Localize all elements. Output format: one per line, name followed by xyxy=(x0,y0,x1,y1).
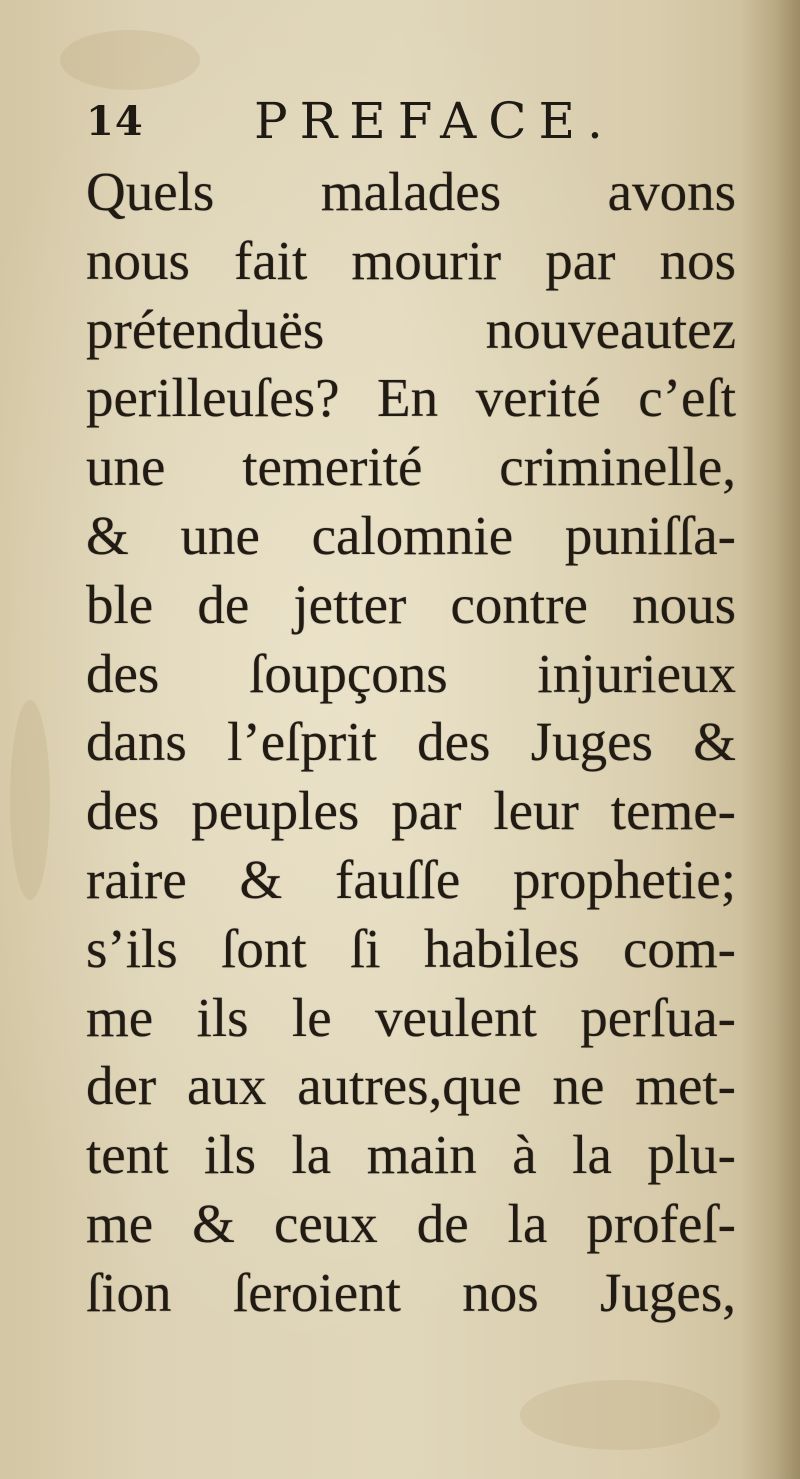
binding-gutter-shadow xyxy=(740,0,800,1479)
text-line: perilleuſes? En verité c’eſt xyxy=(86,367,736,429)
text-line: der aux autres,que ne met- xyxy=(86,1055,736,1117)
text-line: tent ils la main à la plu- xyxy=(86,1124,736,1186)
text-line: raire & fauſſe prophetie; xyxy=(86,848,736,910)
text-line: me ils le veulent perſua- xyxy=(86,986,736,1048)
text-line: dans l’eſprit des Juges & xyxy=(86,711,736,773)
page-header xyxy=(86,92,706,152)
text-line: & une calomnie puniſſa- xyxy=(86,504,736,566)
text-line: nous fait mourir par nos xyxy=(86,229,736,291)
text-line: s’ils ſont ſi habiles com- xyxy=(86,917,736,979)
text-line: ble de jetter contre nous xyxy=(86,573,736,635)
text-line: me & ceux de la profeſ- xyxy=(86,1192,736,1254)
body-text xyxy=(86,158,736,1328)
page-number: 14 xyxy=(86,98,144,145)
text-line: des ſoupçons injurieux xyxy=(86,642,736,704)
paper-stain xyxy=(60,30,200,90)
text-line: des peuples par leur teme- xyxy=(86,780,736,842)
text-line: Quels malades avons xyxy=(86,161,736,222)
paper-stain xyxy=(10,700,50,900)
text-line: ſion ſeroient nos Juges, xyxy=(86,1261,736,1323)
text-line: prétenduës nouveautez xyxy=(86,298,736,360)
running-head: PREFACE. xyxy=(254,92,615,150)
text-line: une temerité criminelle, xyxy=(86,436,736,498)
paper-stain xyxy=(520,1380,720,1450)
